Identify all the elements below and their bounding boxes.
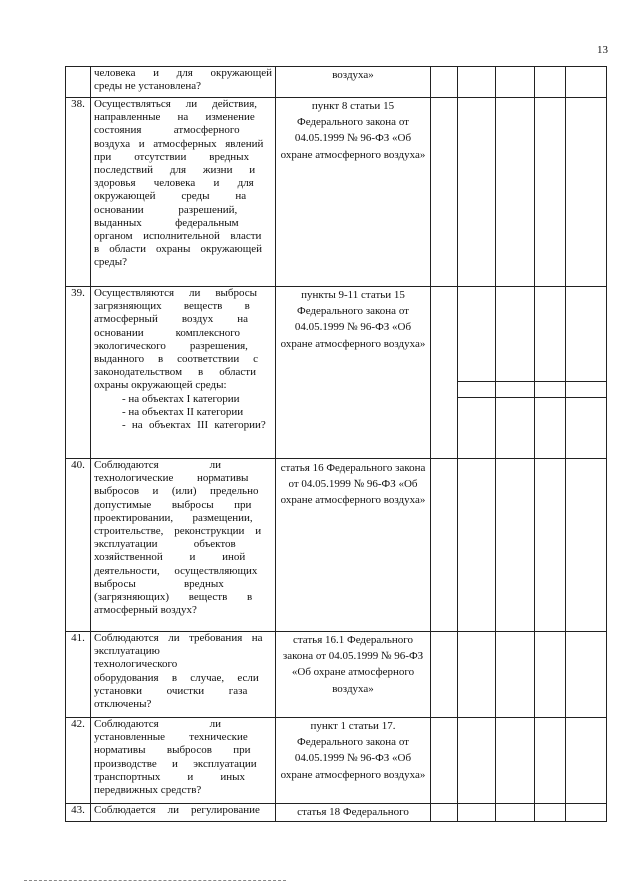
question-line: человека и для окружающей [94,67,272,79]
question-line: воздуха и атмосферных явлений [94,137,264,150]
answer-cell [496,67,535,98]
reference-cell: пункты 9-11 статьи 15 Федерального закона от 04.05.1999 № 96-ФЗ «Об охране атмосферного воздуха» [276,287,431,459]
question-line: Соблюдаются ли требования на [94,632,263,644]
question-cell [91,459,276,632]
table-row [66,98,607,287]
question-line: Соблюдаются ли [94,459,222,471]
question-line: деятельности, осуществляющих [94,564,258,577]
row-number: 39. [66,287,91,459]
answer-cell [535,718,566,804]
answer-cell [566,459,607,632]
answer-subcell [458,287,495,382]
question-line: направленные на изменение [94,111,255,124]
answer-cell [566,67,607,98]
question-line: в области охраны окружающей [94,243,262,256]
question-line: выданного в соответствии с [94,353,259,366]
question-line: загрязняющих веществ в [94,300,250,313]
question-line: транспортных и иных [94,770,245,783]
row-number: 40. [66,459,91,632]
table-row [66,718,607,804]
answer-cell [431,287,458,459]
answer-cell [566,287,607,459]
question-line: технологические нормативы [94,472,249,485]
question-line: передвижных средств? [94,784,202,797]
answer-cell [496,632,535,718]
question-line: среды? [94,256,127,269]
answer-cell [458,804,496,822]
table-row [66,632,607,718]
question-line: (загрязняющих) веществ в [94,591,253,604]
answer-subcell [496,382,534,398]
row-number [66,67,91,98]
table-row [66,67,607,98]
row-number: 42. [66,718,91,804]
answer-cell [535,287,566,459]
answer-cell [458,287,496,459]
answer-cell [496,718,535,804]
question-cell [91,67,276,98]
question-line: нормативы выбросов при [94,744,251,757]
question-line: здоровья человека и для [94,177,254,190]
answer-cell [535,98,566,287]
question-line: Осуществляться ли действия, [94,98,258,110]
answer-subcell [535,287,565,382]
question-line: атмосферный воздух? [94,604,197,617]
answer-cell [535,67,566,98]
answer-cell [566,718,607,804]
question-line: установленные технические [94,731,248,744]
row-number: 38. [66,98,91,287]
row-number: 43. [66,804,91,822]
question-cell [91,287,276,459]
question-line: технологического [94,658,178,671]
answer-cell [458,98,496,287]
question-line: отключены? [94,698,152,711]
reference-cell: статья 16.1 Федерального закона от 04.05.1999 № 96-ФЗ «Об охране атмосферного воздуха» [276,632,431,718]
question-line: атмосферный воздух на [94,313,248,326]
answer-cell [496,459,535,632]
reference-cell: пункт 8 статьи 15 Федерального закона от 04.05.1999 № 96-ФЗ «Об охране атмосферного воздуха» [276,98,431,287]
question-line: выбросов и (или) предельно [94,485,259,498]
answer-cell [431,98,458,287]
question-line: эксплуатацию [94,645,160,658]
answer-cell [431,459,458,632]
question-cell [91,804,276,822]
question-line: Соблюдается ли регулирование [94,804,260,816]
question-line: оборудования в случае, если [94,671,259,684]
answer-subcell [535,382,565,398]
question-line: основании разрешений, [94,203,238,216]
reference-cell: воздуха» [276,67,431,98]
question-line: эксплуатации объектов [94,538,236,551]
question-line: окружающей среды на [94,190,247,203]
question-line: Соблюдаются ли [94,718,222,730]
sub-item: - на объектах III категории? [122,419,266,432]
question-line: законодательством в области [94,366,256,379]
question-line: состояния атмосферного [94,124,240,137]
question-line: хозяйственной и иной [94,551,246,564]
checklist-table [65,66,607,822]
answer-cell [566,632,607,718]
answer-cell [496,804,535,822]
question-line: установки очистки газа [94,684,248,697]
table-row [66,287,607,459]
answer-cell [535,632,566,718]
reference-cell: пункт 1 статьи 17. Федерального закона от 04.05.1999 № 96-ФЗ «Об охране атмосферного воздуха» [276,718,431,804]
answer-cell [496,287,535,459]
table-row [66,804,607,822]
question-line: экологического разрешения, [94,339,248,352]
answer-cell [535,459,566,632]
answer-cell [496,98,535,287]
answer-cell [431,804,458,822]
answer-cell [566,804,607,822]
answer-subcell [566,382,606,398]
sub-item: - на объектах II категории [122,405,244,418]
answer-cell [458,632,496,718]
question-cell [91,718,276,804]
question-line: Осуществляются ли выбросы [94,287,258,299]
table-row [66,459,607,632]
question-line: последствий для жизни и [94,164,256,177]
row-number: 41. [66,632,91,718]
answer-cell [458,459,496,632]
answer-cell [458,718,496,804]
reference-cell: статья 16 Федерального закона от 04.05.1999 № 96-ФЗ «Об охране атмосферного воздуха» [276,459,431,632]
question-line: среды не установлена? [94,80,202,93]
answer-cell [431,67,458,98]
question-line: строительстве, реконструкции и [94,525,262,538]
question-line: основании комплексного [94,326,240,339]
question-line: выданных федеральным [94,216,239,229]
question-line: проектировании, размещении, [94,511,253,524]
answer-cell [431,632,458,718]
question-line: органом исполнительной власти [94,230,262,243]
page-number: 13 [597,44,608,56]
answer-cell [535,804,566,822]
question-cell [91,98,276,287]
question-line: охраны окружающей среды: [94,379,227,392]
sub-item: - на объектах I категории [122,392,240,405]
answer-cell [431,718,458,804]
question-line: выбросы вредных [94,577,224,590]
reference-cell: статья 18 Федерального [276,804,431,822]
footer-rule [24,880,286,882]
answer-cell [458,67,496,98]
question-line: при отсутствии вредных [94,150,250,163]
question-cell [91,632,276,718]
answer-subcell [496,287,534,382]
answer-cell [566,98,607,287]
answer-subcell [566,287,606,382]
question-line: производстве и эксплуатации [94,757,257,770]
answer-subcell [458,382,495,398]
question-line: допустимые выбросы при [94,498,252,511]
